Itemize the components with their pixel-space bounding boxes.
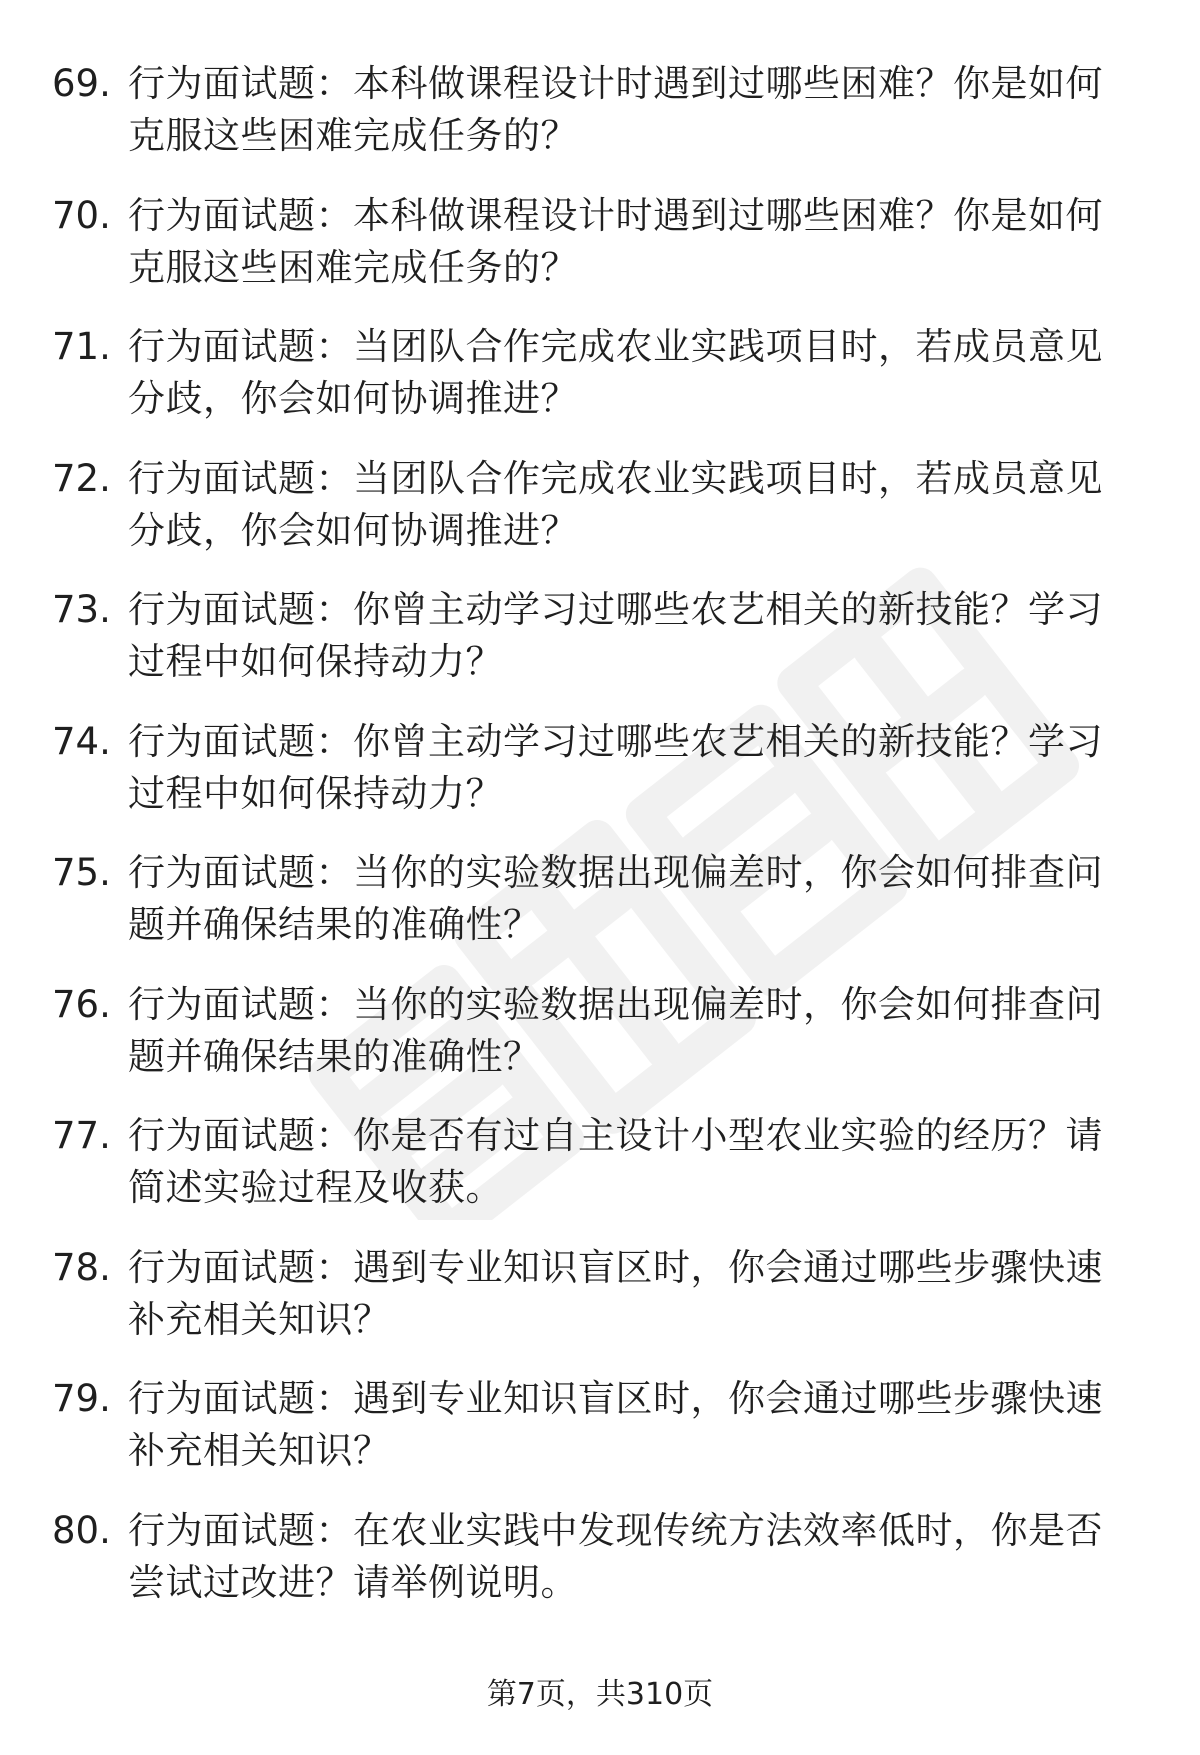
page-indicator: 第7页，共310页: [486, 1677, 714, 1712]
question-text: 行为面试题：本科做课程设计时遇到过哪些困难？你是如何克服这些困难完成任务的？: [128, 62, 1103, 157]
question-item: [52, 190, 1142, 322]
question-number: 77.: [52, 1114, 111, 1157]
question-text: 行为面试题：当你的实验数据出现偏差时，你会如何排查问题并确保结果的准确性？: [128, 851, 1103, 946]
question-text: 行为面试题：遇到专业知识盲区时，你会通过哪些步骤快速补充相关知识？: [128, 1245, 1103, 1341]
question-item: [52, 584, 1142, 716]
question-number: 76.: [52, 982, 111, 1026]
question-number: 72.: [52, 456, 111, 500]
question-text: 行为面试题：你曾主动学习过哪些农艺相关的新技能？学习过程中如何保持动力？: [128, 719, 1103, 815]
question-item: [52, 1505, 1142, 1637]
question-text: 行为面试题：当你的实验数据出现偏差时，你会如何排查问题并确保结果的准确性？: [128, 982, 1103, 1078]
question-number: 75.: [52, 851, 111, 894]
question-text: 行为面试题：本科做课程设计时遇到过哪些困难？你是如何克服这些困难完成任务的？: [128, 193, 1103, 289]
question-text: 行为面试题：你是否有过自主设计小型农业实验的经历？请简述实验过程及收获。: [128, 1114, 1103, 1209]
question-text: 行为面试题：当团队合作完成农业实践项目时，若成员意见分歧，你会如何协调推进？: [128, 456, 1103, 552]
question-number: 71.: [52, 325, 111, 368]
question-item: [52, 1110, 1142, 1242]
question-number: 69.: [52, 62, 111, 105]
question-item: [52, 58, 1142, 190]
question-number: 70.: [52, 193, 111, 237]
question-item: [52, 1373, 1142, 1505]
question-number: 79.: [52, 1377, 111, 1420]
question-number: 80.: [52, 1508, 111, 1552]
question-text: 行为面试题：在农业实践中发现传统方法效率低时，你是否尝试过改进？请举例说明。: [128, 1508, 1103, 1604]
question-text: 行为面试题：你曾主动学习过哪些农艺相关的新技能？学习过程中如何保持动力？: [128, 588, 1103, 683]
question-number: 78.: [52, 1245, 111, 1289]
question-item: [52, 847, 1142, 979]
question-number: 74.: [52, 719, 111, 763]
question-item: [52, 321, 1142, 453]
question-number: 73.: [52, 588, 111, 631]
question-text: 行为面试题：当团队合作完成农业实践项目时，若成员意见分歧，你会如何协调推进？: [128, 325, 1103, 420]
question-item: [52, 979, 1142, 1111]
question-item: [52, 716, 1142, 848]
question-item: [52, 1242, 1142, 1374]
question-list: [52, 58, 1142, 1636]
question-text: 行为面试题：遇到专业知识盲区时，你会通过哪些步骤快速补充相关知识？: [128, 1377, 1103, 1472]
question-item: [52, 453, 1142, 585]
